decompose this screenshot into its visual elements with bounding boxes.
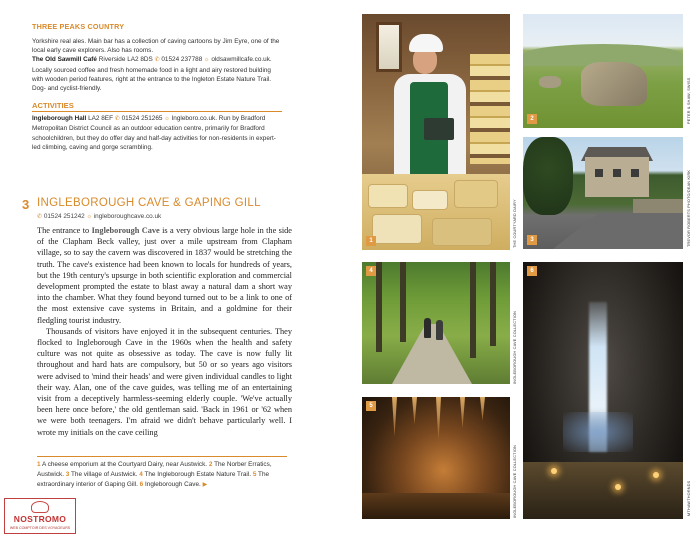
stone-house: [585, 157, 649, 197]
photo-number-badge: 4: [366, 266, 376, 276]
cheese-wheel: [412, 190, 448, 210]
activity-phone: 01524 251265: [121, 115, 163, 123]
activities-heading: ACTIVITIES: [32, 101, 282, 112]
photo-cheese-emporium: [362, 14, 510, 250]
web-icon: ☼: [86, 214, 92, 220]
photo-credit: TREVOR ROBERTS PHOTO/DEAN KIRK: [687, 169, 691, 247]
photo-credit: MTHAWTHORNDS: [687, 480, 691, 516]
p1-bold-name: Ingleborough Cave: [91, 226, 160, 235]
cheese-wheel: [432, 218, 492, 246]
entry-contact: [37, 213, 161, 220]
cafe-listing: [32, 55, 282, 93]
activity-web[interactable]: Ingleboro.co.uk.: [171, 115, 217, 123]
caption-text: The village of Austwick.: [71, 471, 138, 478]
entry-number: 3: [22, 197, 30, 212]
photo-credit: THE COURTYARD DAIRY: [513, 199, 517, 248]
activity-description: Run by Bradford Metropolitan District Council as an outdoor education centre, primarily for Bradford schoolchildren, but they do offer day and half-day activities for non-residents in expert-led climbing, caving and gorge scrambling.: [32, 115, 276, 151]
window: [376, 22, 402, 72]
caption-text: The Norber Erratics, Austwick.: [37, 461, 272, 478]
walker: [436, 320, 443, 340]
scale: [424, 118, 454, 140]
caption-number: 2: [208, 461, 213, 468]
entry-web[interactable]: ingleboroughcave.co.uk: [93, 213, 162, 220]
stalactite: [460, 397, 465, 429]
photo-austwick-village: [523, 137, 683, 249]
walker: [424, 318, 431, 338]
phone-icon: ✆: [37, 214, 43, 220]
lamp-light: [615, 484, 621, 490]
activity-address: LA2 8EF: [88, 115, 113, 123]
p1-start: The entrance to: [37, 226, 90, 235]
cafe-description: Locally sourced coffee and fresh homemade food in a light and airy restored building with wooden period features, right at the entrance to the Ingleton Estate Nature Trail. Dog- and cyclist-friendly.: [32, 66, 272, 93]
photo-number-badge: 5: [366, 401, 376, 411]
tree-trunk: [470, 262, 476, 358]
house-window: [631, 169, 639, 177]
stone-wall: [633, 199, 683, 213]
photo-nature-trail: [362, 262, 510, 384]
entry-body: [37, 225, 292, 438]
phone-icon: ✆: [114, 116, 120, 123]
stalactite: [436, 397, 441, 443]
tree-trunk: [376, 262, 382, 352]
photo-number-badge: 6: [527, 266, 537, 276]
activity-listing: [32, 114, 282, 152]
tree-trunk: [400, 262, 406, 342]
section-title: THREE PEAKS COUNTRY: [32, 22, 125, 31]
lamp-light: [551, 468, 557, 474]
cheese-shelf: [470, 54, 510, 164]
entry-phone: 01524 251242: [43, 213, 85, 220]
shopkeeper-hat: [409, 34, 443, 52]
left-column: [32, 22, 282, 152]
nostromo-logo: [4, 498, 76, 534]
caption-number: 3: [65, 471, 70, 478]
caption-text: Ingleborough Cave.: [145, 481, 201, 488]
tree: [523, 137, 573, 215]
ship-icon: [31, 501, 49, 513]
caption-text: A cheese emporium at the Courtyard Dairy, near Austwick.: [42, 461, 208, 468]
mist-glow: [563, 412, 633, 452]
cafe-address: Riverside LA2 8DS: [98, 56, 153, 64]
cheese-wheel: [372, 214, 422, 244]
photo-norber-erratics: [523, 14, 683, 128]
photo-gaping-gill: [523, 262, 683, 519]
photo-cave-interior: [362, 397, 510, 519]
road: [553, 213, 683, 249]
caption-text: The Ingleborough Estate Nature Trail.: [144, 471, 252, 478]
cafe-phone: 01524 237788: [161, 56, 203, 64]
entry-title: INGLEBOROUGH CAVE & GAPING GILL: [37, 197, 261, 209]
p1-rest: is a very obvious large hole in the side of the Clapham Beck valley, just over a mile upstream from Clapham village, so to say the cavern was discovered in 1837 would be stretching the truth. The cave's existence had been known to locals for hundreds of years, but the 19th century's upsurge in both scientific exploration and commercial development prompted the estate to blast away a natural dam a short way into the chamber. What they found beyond turned out to be a link to one of the most extensive cave systems in Britain, and a goldmine for their fledgling tourist industry.: [37, 226, 292, 325]
caption-text: The extraordinary interior of Gaping Gill.: [37, 471, 270, 488]
caption-number: 1: [37, 461, 41, 468]
house-window: [613, 169, 621, 177]
phone-icon: ✆: [154, 57, 160, 64]
house-window: [595, 169, 603, 177]
photo-number-badge: 2: [527, 114, 537, 124]
stalactite: [392, 397, 397, 437]
stalactite: [480, 397, 485, 421]
cheese-wheel: [454, 180, 498, 208]
cheese-wheel: [368, 184, 408, 208]
continue-arrow-icon: ▶: [202, 482, 208, 488]
intro-paragraph: Yorkshire real ales. Main bar has a collection of caving cartoons by Jim Eyre, one of the local early cave explorers. Also has rooms.: [32, 38, 280, 55]
body-paragraph-2: Thousands of visitors have enjoyed it in the subsequent centuries. They flocked to Ingleborough Cave in the 1960s when the health and safety culture was not quite as obsessive as today. The cave is now fully lit throughout and hard hats are compulsory, but 50 or so years ago visitors were advised to 'mind their heads' and were given individual candles to light their way. Alan, one of the cave guides, was telling me of an entertaining visit from a deceptively harmless-seeming elderly couple. 'We've actually been here once before,' the old gentleman said. 'Back in 1961 or '62 when we were both teenagers. I'm afraid we didn't behave particularly well. I wrote my initials on the cave ceiling: [37, 326, 292, 437]
photo-credit: INGLEBOROUGH CAVE COLLECTION: [513, 444, 517, 518]
boulder: [539, 76, 561, 88]
logo-subtitle: WEB COMPTOIR DES VOYAGEURS: [9, 526, 71, 530]
web-icon: ☼: [204, 57, 210, 64]
photo-captions: [37, 456, 287, 490]
photo-number-badge: 1: [366, 236, 376, 246]
web-icon: ☼: [164, 116, 170, 123]
caption-number: 6: [139, 481, 144, 488]
tree-trunk: [490, 262, 496, 346]
cafe-web[interactable]: oldsawmillcafe.co.uk.: [211, 56, 272, 64]
stalactite: [412, 397, 417, 425]
erratic-boulder: [581, 62, 647, 106]
activity-name: Ingleborough Hall: [32, 115, 87, 123]
caption-number: 4: [139, 471, 143, 478]
chamber-floor: [523, 462, 683, 519]
photo-credit: INGLEBOROUGH CAVE COLLECTION: [513, 310, 517, 384]
logo-title: NOSTROMO: [13, 514, 67, 524]
lamp-light: [653, 472, 659, 478]
cave-floor: [362, 493, 510, 519]
caption-number: 5: [252, 471, 257, 478]
photo-credit: PETER & SHAW, SWISS: [687, 77, 691, 124]
cafe-name: The Old Sawmill Café: [32, 56, 97, 64]
body-paragraph-1: [37, 225, 292, 326]
photo-number-badge: 3: [527, 235, 537, 245]
